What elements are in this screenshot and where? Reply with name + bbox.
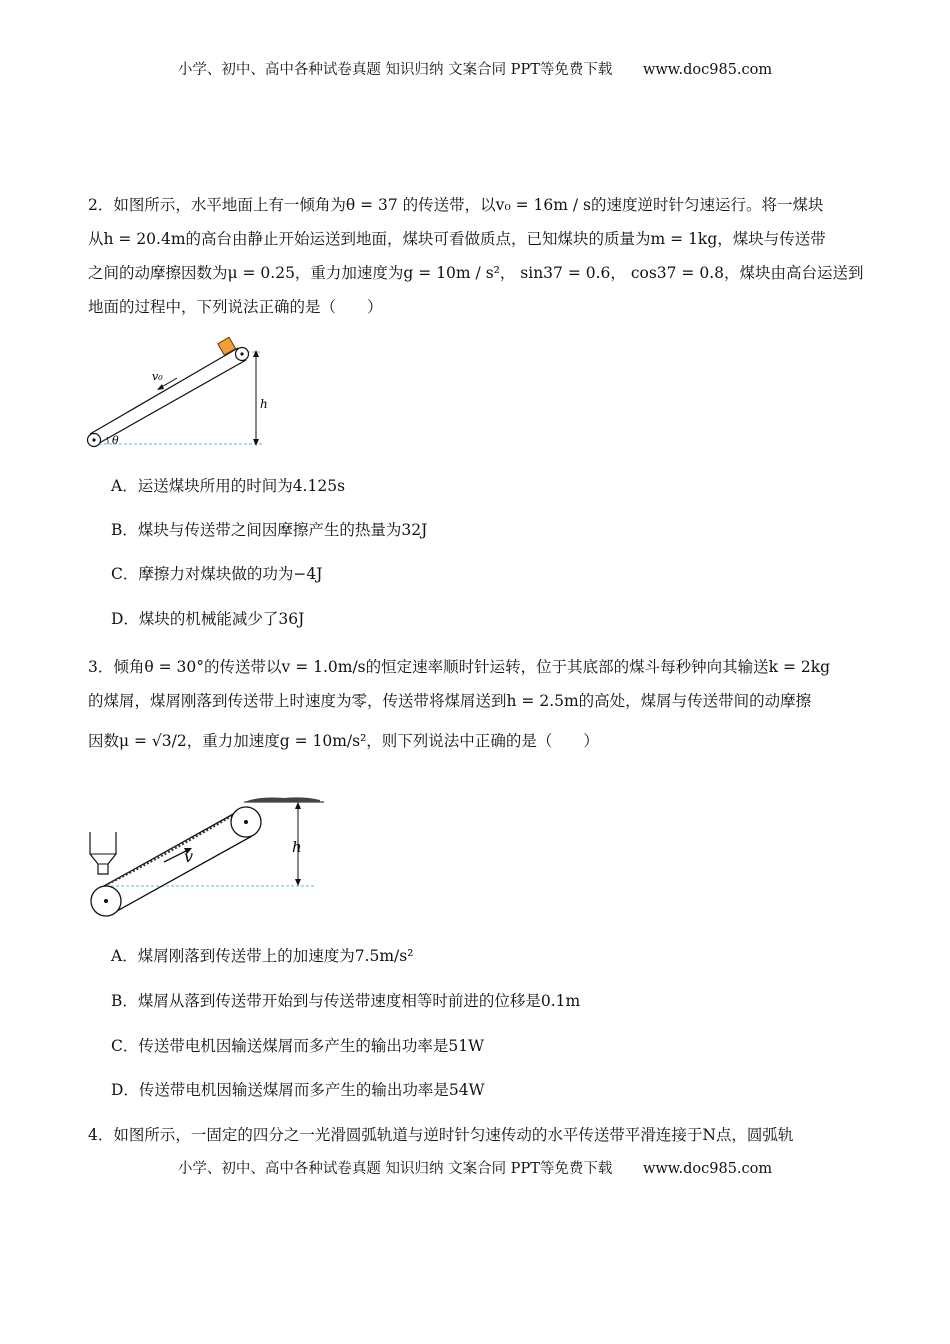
q2-option-c[interactable]: C．摩擦力对煤块做的功为−4J bbox=[111, 565, 323, 583]
page-footer bbox=[0, 1157, 950, 1178]
q3-option-c[interactable]: C．传送带电机因输送煤屑而多产生的输出功率是51W bbox=[111, 1037, 485, 1055]
q3-line-1: 3．倾角θ = 30°的传送带以v = 1.0m/s的恒定速率顺时针运转，位于其底部的煤斗每秒钟向其输送k = 2kg bbox=[88, 658, 831, 676]
page-header bbox=[0, 58, 950, 79]
q2-conveyor-figure bbox=[82, 336, 282, 454]
q2-fig-theta-label: θ bbox=[112, 434, 119, 447]
q2-fig-v0-label: v₀ bbox=[152, 370, 163, 383]
header-text: 小学、初中、高中各种试卷真题 知识归纳 文案合同 PPT等免费下载 bbox=[177, 62, 613, 78]
header-site: www.doc985.com bbox=[642, 62, 773, 78]
footer-site: www.doc985.com bbox=[642, 1161, 773, 1177]
q3-option-b[interactable]: B．煤屑从落到传送带开始到与传送带速度相等时前进的位移是0.1m bbox=[111, 992, 581, 1010]
q2-option-a[interactable]: A．运送煤块所用的时间为4.125s bbox=[111, 477, 346, 495]
footer-text: 小学、初中、高中各种试卷真题 知识归纳 文案合同 PPT等免费下载 bbox=[177, 1161, 613, 1177]
q2-line-4: 地面的过程中，下列说法正确的是（ ） bbox=[88, 298, 383, 316]
q3-fig-v-label: v bbox=[184, 847, 194, 866]
q2-option-b[interactable]: B．煤块与传送带之间因摩擦产生的热量为32J bbox=[111, 521, 428, 539]
q3-option-a[interactable]: A．煤屑刚落到传送带上的加速度为7.5m/s² bbox=[111, 947, 414, 965]
question-2 bbox=[88, 188, 868, 324]
q3-conveyor-figure bbox=[84, 790, 334, 920]
question-3 bbox=[88, 650, 868, 764]
q3-line-2: 的煤屑，煤屑刚落到传送带上时速度为零，传送带将煤屑送到h = 2.5m的高处，煤屑与传送带间的动摩擦 bbox=[88, 692, 812, 710]
question-4 bbox=[88, 1118, 868, 1152]
q3-line-3: 因数μ = √3/2，重力加速度g = 10m/s²，则下列说法中正确的是（ ） bbox=[88, 732, 599, 750]
q2-line-3: 之间的动摩擦因数为μ = 0.25，重力加速度为g = 10m / s²， sin37 = 0.6， cos37 = 0.8，煤块由高台运送到 bbox=[88, 264, 864, 282]
q2-option-d[interactable]: D．煤块的机械能减少了36J bbox=[111, 610, 305, 628]
q2-fig-h-label: h bbox=[260, 397, 268, 411]
q2-line-2: 从h = 20.4m的高台由静止开始运送到地面，煤块可看做质点，已知煤块的质量为m = 1kg，煤块与传送带 bbox=[88, 230, 826, 248]
q3-fig-h-label: h bbox=[292, 838, 302, 856]
q2-line-1: 2．如图所示，水平地面上有一倾角为θ = 37 的传送带，以v₀ = 16m / s的速度逆时针匀速运行。将一煤块 bbox=[88, 196, 824, 214]
q3-option-d[interactable]: D．传送带电机因输送煤屑而多产生的输出功率是54W bbox=[111, 1081, 485, 1099]
q4-line-1: 4．如图所示，一固定的四分之一光滑圆弧轨道与逆时针匀速传动的水平传送带平滑连接于N点，圆弧轨 bbox=[88, 1126, 794, 1144]
